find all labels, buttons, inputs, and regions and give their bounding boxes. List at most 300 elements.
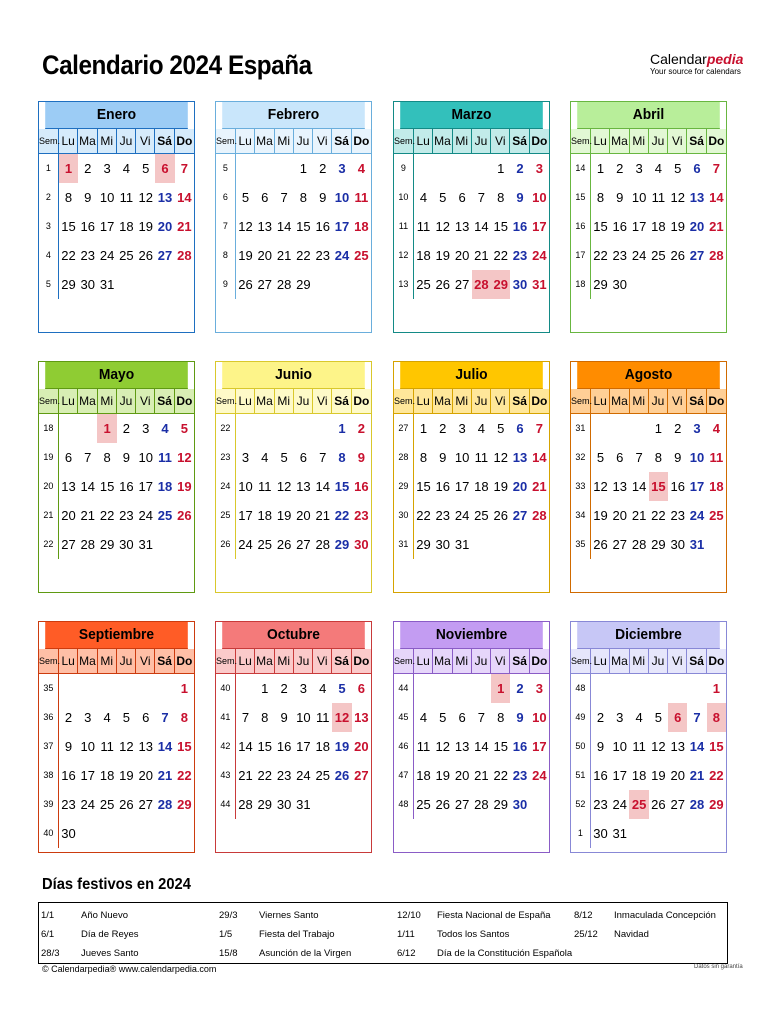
day-cell: 29 (651, 537, 666, 552)
day-cell: 10 (532, 710, 547, 725)
day-cell: 23 (435, 508, 451, 523)
week-number: 3 (39, 212, 59, 241)
week-row (216, 732, 371, 761)
day-cell: 3 (142, 421, 150, 436)
day-cell: 4 (477, 421, 486, 436)
empty-day-cell (78, 819, 97, 848)
day-cell: 27 (296, 537, 311, 552)
day-cell: 27 (157, 248, 173, 263)
week-row (39, 790, 194, 819)
empty-day-cell (78, 674, 97, 703)
day-cell: 17 (631, 219, 647, 234)
empty-day-cell (629, 819, 648, 848)
day-cell: 19 (138, 219, 153, 234)
day-cell: 23 (119, 508, 134, 523)
day-cell: 20 (354, 739, 369, 754)
day-cell: 18 (315, 739, 330, 754)
week-row (394, 443, 549, 472)
holiday-name: Todos los Santos (437, 929, 510, 940)
empty-day-cell (687, 819, 706, 848)
empty-day-cell (687, 270, 706, 299)
day-cell: 16 (315, 219, 330, 234)
day-cell: 27 (138, 797, 153, 812)
weekday-label: Ma (433, 649, 452, 673)
day-cell: 4 (654, 161, 663, 176)
day-cell: 6 (458, 190, 466, 205)
day-cell: 3 (241, 450, 250, 465)
weekday-header (39, 129, 194, 154)
empty-day-cell (629, 270, 648, 299)
day-cell: 19 (593, 508, 608, 523)
day-cell: 21 (80, 508, 96, 523)
holiday-date: 29/3 (219, 910, 238, 921)
day-cell: 18 (631, 768, 647, 783)
day-cell: 10 (631, 190, 647, 205)
week-number: 40 (216, 674, 236, 703)
holiday-name: Asunción de la Virgen (259, 948, 352, 959)
week-row (394, 674, 549, 703)
day-cell: 15 (416, 479, 431, 494)
week-number: 49 (571, 703, 591, 732)
week-number: 42 (216, 732, 236, 761)
weekday-header (216, 649, 371, 674)
day-cell: 1 (419, 421, 428, 436)
week-row (39, 154, 194, 183)
day-cell: 6 (516, 421, 524, 436)
day-cell: 11 (632, 739, 646, 754)
day-cell: 14 (474, 739, 489, 754)
weekday-label: Ju (472, 129, 491, 153)
day-cell: 29 (416, 537, 431, 552)
day-cell: 16 (512, 219, 528, 234)
weekday-label: Sá (687, 129, 706, 153)
weekday-label: Ma (255, 649, 274, 673)
day-cell: 9 (280, 710, 288, 725)
empty-day-cell (472, 154, 491, 183)
day-cell: 21 (238, 768, 253, 783)
day-cell: 17 (532, 219, 547, 234)
week-row (39, 414, 194, 443)
day-cell: 5 (338, 681, 346, 696)
day-cell: 12 (493, 450, 508, 465)
weekday-label: Ju (649, 649, 668, 673)
empty-day-cell (155, 270, 174, 299)
week-row (571, 183, 726, 212)
day-cell: 23 (670, 508, 685, 523)
week-number: 28 (394, 443, 414, 472)
day-cell: 31 (689, 537, 705, 552)
day-cell: 24 (296, 768, 311, 783)
week-row (216, 790, 371, 819)
week-row (216, 414, 371, 443)
holiday-name: Fiesta Nacional de España (437, 910, 551, 921)
weekday-label: Lu (414, 649, 433, 673)
day-cell: 23 (276, 768, 292, 783)
day-cell: 11 (315, 710, 330, 725)
holiday-item (217, 906, 389, 925)
weekday-label: Sem. (39, 389, 59, 413)
day-cell: 12 (276, 479, 292, 494)
day-cell: 20 (157, 219, 173, 234)
day-cell: 18 (99, 768, 115, 783)
empty-day-cell (255, 154, 274, 183)
week-number: 11 (394, 212, 414, 241)
weekday-header (571, 129, 726, 154)
week-row (216, 212, 371, 241)
weekday-label: Ma (78, 649, 97, 673)
day-cell: 10 (99, 190, 115, 205)
weekday-label: Do (176, 654, 193, 668)
holiday-date: 1/1 (41, 910, 55, 921)
day-cell: 4 (419, 190, 428, 205)
holiday-item (395, 906, 567, 925)
day-cell: 7 (84, 450, 92, 465)
weekday-label: Sá (510, 129, 529, 153)
weekday-label: Sá (510, 649, 529, 673)
holiday-day-cell: 25 (629, 790, 648, 819)
week-number: 2 (39, 183, 59, 212)
day-cell: 4 (161, 421, 169, 436)
week-number: 20 (39, 472, 59, 501)
day-cell: 29 (99, 537, 115, 552)
holiday-date: 6/12 (397, 948, 416, 959)
holiday-date: 28/3 (41, 948, 60, 959)
weekday-label: Sá (155, 129, 174, 153)
weekday-label: Sá (510, 389, 529, 413)
day-cell: 26 (435, 277, 451, 292)
day-cell: 3 (635, 161, 643, 176)
empty-day-cell (155, 819, 174, 848)
week-row (39, 703, 194, 732)
day-cell: 17 (612, 768, 628, 783)
day-cell: 5 (180, 421, 188, 436)
empty-day-cell (610, 414, 629, 443)
day-cell: 6 (261, 190, 269, 205)
day-cell: 17 (138, 479, 153, 494)
weekday-label: Lu (236, 649, 255, 673)
weekday-header (394, 389, 549, 414)
day-cell: 9 (616, 190, 624, 205)
empty-day-cell (274, 154, 293, 183)
weekday-label: Mi (453, 389, 472, 413)
weekday-label: Ju (117, 389, 136, 413)
holiday-day-cell: 15 (649, 472, 668, 501)
weekday-label: Ma (433, 389, 452, 413)
empty-day-cell (414, 154, 433, 183)
weekday-label: Sá (687, 389, 706, 413)
weekday-label: Vi (491, 129, 510, 153)
day-cell: 31 (532, 277, 547, 292)
empty-day-cell (352, 270, 371, 299)
week-row (394, 414, 549, 443)
week-number: 21 (39, 501, 59, 530)
day-cell: 8 (338, 450, 346, 465)
week-number: 48 (571, 674, 591, 703)
day-cell: 23 (80, 248, 96, 263)
holiday-date: 25/12 (574, 929, 598, 940)
week-row (216, 530, 371, 559)
empty-day-cell (707, 819, 726, 848)
day-cell: 25 (416, 277, 431, 292)
days-grid (39, 154, 194, 299)
weekday-label: Ju (117, 649, 136, 673)
day-cell: 5 (654, 710, 663, 725)
empty-day-cell (274, 414, 293, 443)
month-julio (393, 361, 550, 593)
empty-day-cell (668, 270, 687, 299)
month-octubre (215, 621, 372, 853)
weekday-label: Do (531, 134, 548, 148)
day-cell: 4 (261, 450, 269, 465)
week-number: 34 (571, 501, 591, 530)
day-cell: 24 (689, 508, 705, 523)
day-cell: 16 (61, 768, 76, 783)
day-cell: 9 (596, 739, 605, 754)
weekday-label: Do (708, 134, 725, 148)
week-number: 15 (571, 183, 591, 212)
day-cell: 21 (474, 248, 489, 263)
day-cell: 5 (596, 450, 605, 465)
week-number: 18 (571, 270, 591, 299)
month-marzo (393, 101, 550, 333)
day-cell: 18 (651, 219, 666, 234)
day-cell: 2 (616, 161, 624, 176)
footer-note: Datos sin garantía (694, 964, 743, 970)
holiday-day-cell: 28 (472, 270, 491, 299)
day-cell: 2 (357, 421, 365, 436)
weekday-label: Sem. (39, 129, 59, 153)
day-cell: 28 (177, 248, 192, 263)
day-cell: 3 (535, 681, 543, 696)
days-grid (394, 414, 549, 559)
day-cell: 27 (612, 537, 628, 552)
week-number: 9 (394, 154, 414, 183)
month-septiembre (38, 621, 195, 853)
week-number: 44 (394, 674, 414, 703)
day-cell: 16 (512, 739, 528, 754)
day-cell: 12 (651, 739, 666, 754)
week-row (571, 501, 726, 530)
week-row (39, 270, 194, 299)
day-cell: 24 (99, 248, 115, 263)
day-cell: 25 (474, 508, 489, 523)
day-cell: 25 (354, 248, 369, 263)
weekday-label: Vi (491, 389, 510, 413)
brand-name: Calendarpedia (650, 51, 744, 67)
day-cell: 13 (612, 479, 628, 494)
holiday-day-cell: 6 (668, 703, 687, 732)
week-row (394, 501, 549, 530)
day-cell: 9 (122, 450, 131, 465)
day-cell: 10 (296, 710, 311, 725)
holiday-name: Día de la Constitución Española (437, 948, 573, 959)
month-name: Mayo (45, 362, 188, 389)
day-cell: 13 (138, 739, 153, 754)
day-cell: 13 (61, 479, 76, 494)
empty-day-cell (59, 674, 78, 703)
day-cell: 12 (238, 219, 253, 234)
day-cell: 25 (157, 508, 173, 523)
week-number: 35 (571, 530, 591, 559)
day-cell: 9 (357, 450, 365, 465)
weekday-label: Ma (78, 129, 97, 153)
day-cell: 10 (138, 450, 153, 465)
day-cell: 16 (612, 219, 628, 234)
day-cell: 19 (238, 248, 253, 263)
day-cell: 24 (334, 248, 350, 263)
weekday-label: Ju (649, 389, 668, 413)
day-cell: 15 (334, 479, 350, 494)
day-cell: 18 (354, 219, 369, 234)
day-cell: 27 (61, 537, 76, 552)
day-cell: 29 (257, 797, 273, 812)
month-enero (38, 101, 195, 333)
week-number: 6 (216, 183, 236, 212)
weekday-label: Mi (630, 129, 649, 153)
day-cell: 5 (674, 161, 682, 176)
week-number: 33 (571, 472, 591, 501)
day-cell: 15 (296, 219, 311, 234)
day-cell: 5 (241, 190, 250, 205)
day-cell: 21 (474, 768, 489, 783)
day-cell: 14 (689, 739, 705, 754)
week-row (216, 270, 371, 299)
day-cell: 16 (593, 768, 608, 783)
holiday-item (217, 944, 389, 963)
empty-day-cell (332, 790, 351, 819)
empty-day-cell (136, 819, 155, 848)
day-cell: 14 (157, 739, 173, 754)
week-row (39, 241, 194, 270)
weekday-label: Ju (117, 129, 136, 153)
day-cell: 16 (276, 739, 292, 754)
week-number: 30 (394, 501, 414, 530)
day-cell: 2 (280, 681, 288, 696)
empty-day-cell (452, 674, 471, 703)
day-cell: 27 (454, 797, 470, 812)
day-cell: 22 (709, 768, 724, 783)
week-row (394, 183, 549, 212)
day-cell: 12 (138, 190, 153, 205)
days-grid (394, 674, 549, 819)
weekday-label: Sem. (39, 649, 59, 673)
day-cell: 24 (80, 797, 96, 812)
day-cell: 22 (493, 768, 508, 783)
day-cell: 8 (64, 190, 73, 205)
month-name: Octubre (222, 622, 365, 649)
week-number: 38 (39, 761, 59, 790)
weekday-label: Ma (255, 129, 274, 153)
week-number: 19 (39, 443, 59, 472)
day-cell: 15 (593, 219, 608, 234)
day-cell: 21 (276, 248, 292, 263)
holiday-name: Inmaculada Concepción (614, 910, 716, 921)
empty-day-cell (175, 530, 194, 559)
day-cell: 3 (338, 161, 346, 176)
holidays-table (38, 902, 728, 964)
empty-day-cell (452, 154, 471, 183)
holiday-item (395, 944, 573, 963)
day-cell: 11 (416, 739, 431, 754)
day-cell: 15 (493, 739, 508, 754)
day-cell: 13 (689, 190, 705, 205)
empty-day-cell (97, 819, 116, 848)
weekday-label: Mi (453, 129, 472, 153)
week-number: 22 (216, 414, 236, 443)
month-name: Diciembre (577, 622, 720, 649)
day-cell: 21 (177, 219, 192, 234)
weekday-header (394, 649, 549, 674)
weekday-label: Sem. (216, 129, 236, 153)
empty-day-cell (236, 674, 255, 703)
day-cell: 27 (689, 248, 705, 263)
day-cell: 7 (161, 710, 169, 725)
day-cell: 1 (261, 681, 269, 696)
weekday-label: Ma (78, 389, 97, 413)
day-cell: 30 (670, 537, 685, 552)
day-cell: 25 (257, 537, 273, 552)
week-row (571, 414, 726, 443)
month-name: Septiembre (45, 622, 188, 649)
day-cell: 21 (315, 508, 330, 523)
day-cell: 31 (296, 797, 311, 812)
day-cell: 7 (241, 710, 250, 725)
day-cell: 26 (119, 797, 134, 812)
day-cell: 29 (593, 277, 608, 292)
day-cell: 9 (439, 450, 447, 465)
week-row (571, 674, 726, 703)
weekday-label: Mi (630, 649, 649, 673)
day-cell: 19 (651, 768, 666, 783)
weekday-label: Mi (98, 129, 117, 153)
day-cell: 18 (709, 479, 724, 494)
day-cell: 19 (177, 479, 192, 494)
weekday-label: Ma (610, 129, 629, 153)
days-grid (571, 674, 726, 848)
day-cell: 4 (103, 710, 111, 725)
weekday-label: Mi (98, 649, 117, 673)
day-cell: 20 (512, 479, 528, 494)
day-cell: 22 (493, 248, 508, 263)
weekday-header (39, 649, 194, 674)
week-number: 44 (216, 790, 236, 819)
month-name: Junio (222, 362, 365, 389)
week-row (394, 530, 549, 559)
day-cell: 7 (180, 161, 188, 176)
weekday-label: Lu (59, 389, 78, 413)
brand-tagline: Your source for calendars (650, 67, 741, 76)
day-cell: 1 (180, 681, 188, 696)
footer-copyright[interactable]: © Calendarpedia® www.calendarpedia.com (42, 964, 217, 974)
week-number: 12 (394, 241, 414, 270)
day-cell: 17 (99, 219, 115, 234)
empty-day-cell (433, 154, 452, 183)
day-cell: 14 (80, 479, 96, 494)
empty-day-cell (294, 414, 313, 443)
empty-day-cell (236, 154, 255, 183)
day-cell: 16 (354, 479, 369, 494)
day-cell: 11 (354, 190, 369, 205)
empty-day-cell (78, 414, 97, 443)
week-row (571, 790, 726, 819)
holiday-column (217, 906, 389, 963)
week-number: 40 (39, 819, 59, 848)
day-cell: 22 (257, 768, 273, 783)
day-cell: 20 (612, 508, 628, 523)
day-cell: 26 (138, 248, 153, 263)
day-cell: 26 (651, 797, 666, 812)
week-row (39, 674, 194, 703)
